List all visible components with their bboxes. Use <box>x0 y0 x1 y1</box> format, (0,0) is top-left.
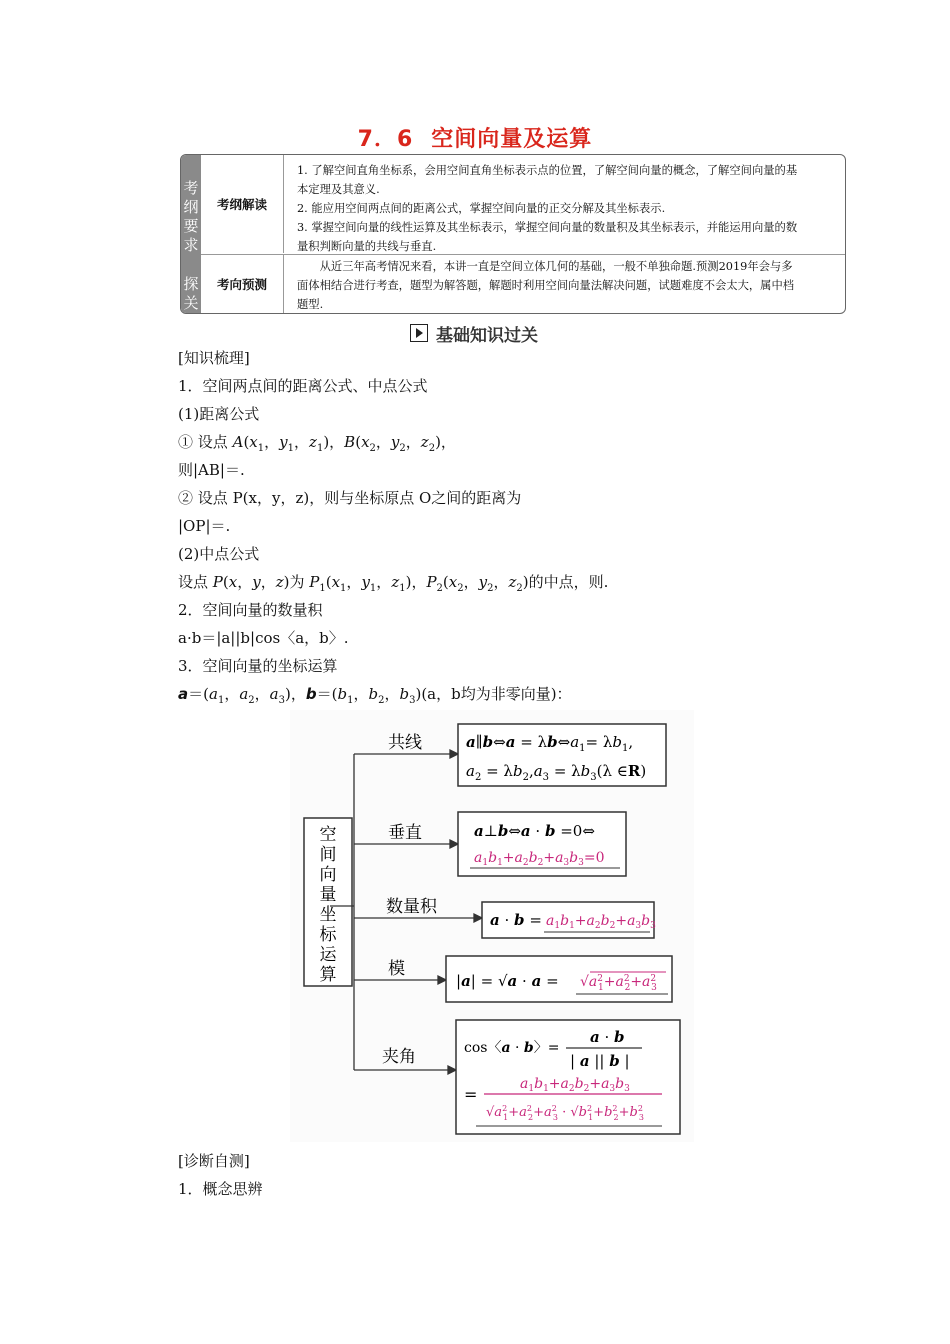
row-line: 2. 能应用空间两点间的距离公式，掌握空间向量的正交分解及其坐标表示. <box>297 202 666 215</box>
text: 设点 <box>197 433 228 451</box>
item-concept: 1．概念思辨 <box>178 1180 263 1198</box>
row-text <box>297 257 835 314</box>
row-label: 考纲解读 <box>201 155 284 253</box>
text: 设点 P(x，y，z)，则与坐标原点 O之间的距离为 <box>197 489 522 507</box>
text: (a，b均为非零向量)： <box>421 685 572 703</box>
root-char: 量 <box>319 885 337 905</box>
item-3: 3．空间向量的坐标运算 <box>178 657 338 675</box>
root-char: 空 <box>319 825 337 845</box>
coordinate-operation-diagram <box>290 710 694 1142</box>
item-2: 2．空间向量的数量积 <box>178 601 323 619</box>
branch-magnitude: 模 <box>388 959 405 979</box>
distance-op: |OP|＝. <box>178 517 231 535</box>
text: 的中点，则. <box>528 573 609 591</box>
section-banner <box>410 322 538 344</box>
exam-row-interpretation <box>201 155 845 253</box>
root-char: 算 <box>319 965 337 985</box>
side-char: 探 <box>183 275 199 293</box>
root-char: 向 <box>319 865 337 885</box>
distance-ab: 则|AB|＝. <box>178 461 245 479</box>
svg-text:=: = <box>464 1085 478 1104</box>
row-line: 1. 了解空间直角坐标系，会用空间直角坐标表示点的位置，了解空间向量的概念，了解空间向量的基 <box>297 164 798 177</box>
svg-text:a⊥b⇔a · b =0⇔: a⊥b⇔a · b =0⇔ <box>474 822 595 840</box>
dot-product-formula: a·b＝|a||b|cos〈a，b〉. <box>178 629 349 647</box>
svg-text:| a || b |: | a || b | <box>570 1052 630 1070</box>
point-p-line <box>178 487 521 508</box>
diagnosis-heading: [诊断自测] <box>178 1152 250 1170</box>
svg-text:a · b =: a · b = <box>490 911 542 929</box>
svg-text:a1b1+a2b2+a3b3=0: $a_1b_1+a_2b_2+a_3b_3=0$ <box>474 850 605 868</box>
sub-1: (1)距离公式 <box>178 405 260 423</box>
row-label: 考向预测 <box>201 255 284 313</box>
svg-text:a1b1+a2b2+a3b3: $a_1b_1+a_2b_2+a_3b_3$ <box>520 1076 630 1094</box>
branch-dot-product: 数量积 <box>386 897 437 917</box>
row-line: 题型. <box>297 298 324 311</box>
svg-text:a · b: a · b <box>590 1028 625 1046</box>
banner-title: 基础知识过关 <box>436 325 538 346</box>
sub-2: (2)中点公式 <box>178 545 260 563</box>
page-title <box>0 122 950 153</box>
row-line: 量积判断向量的共线与垂直. <box>297 240 437 253</box>
knowledge-heading: [知识梳理] <box>178 349 250 367</box>
side-char: 考 <box>183 179 199 197</box>
row-line: 3. 掌握空间向量的线性运算及其坐标表示，掌握空间向量的数量积及其坐标表示，并能运用向量的数 <box>297 221 798 234</box>
row-text <box>297 161 835 256</box>
branch-collinear: 共线 <box>388 733 422 753</box>
side-char: 关 <box>183 294 199 312</box>
side-char: 纲 <box>183 198 199 216</box>
side-char: 求 <box>183 236 199 254</box>
play-icon <box>410 324 428 342</box>
row-line: 本定理及其意义. <box>297 183 380 196</box>
root-char: 标 <box>319 925 337 945</box>
side-char: 要 <box>183 217 199 235</box>
svg-text:cos〈a · b〉=: cos〈a · b〉= <box>464 1040 560 1056</box>
exam-row-forecast <box>201 254 845 313</box>
svg-text:a1b1+a2b2+a3b3: $a_1b_1+a_2b_2+a_3b_3$ <box>546 913 656 931</box>
section-title: 空间向量及运算 <box>431 127 593 152</box>
coord-definition: $a=(a_1$，$a_2$，$a_3$)，$b=(b_1$，$b_2$，$b_3)(a$，b均为非零向量)： <box>178 685 572 706</box>
row-line: 面体相结合进行考查，题型为解答题，解题时利用空间向量法解决问题，试题难度不会太大，属中档 <box>297 279 795 292</box>
circle-num: ② <box>178 489 194 507</box>
exam-side-label <box>181 155 201 313</box>
root-char: 运 <box>319 945 337 965</box>
row-line: 从近三年高考情况来看，本讲一直是空间立体几何的基础，一般不单独命题.预测2019年会与多 <box>297 260 793 273</box>
svg-text:√a21+a22+a23: $√a^2$ $1+a^2$ $2+a^2$ 3 <box>580 974 657 993</box>
branch-labels <box>382 733 438 1067</box>
midpoint-line: 设点 P(x，y，z)为 $P_1(x_1$，$y_1$，$z_1$)，$P_2(x_2$，$y_2$，$z_2$)的中点，则. <box>178 573 609 594</box>
svg-text:a∥b⇔a = λb⇔a1= λb1,: a∥b⇔a = $\lambda b\Leftrightarrow a_1= \lambda b_1$, <box>466 733 634 754</box>
branch-perpendicular: 垂直 <box>388 823 422 843</box>
exam-requirements-box <box>180 154 846 314</box>
branch-angle: 夹角 <box>382 1047 416 1067</box>
point-ab-line: ① 设点 $A(x_1$，$y_1$，$z_1$)，$B(x_2$，$y_2$，$z_2$)， <box>178 433 456 454</box>
root-label <box>320 825 338 985</box>
section-number: 7．6 <box>357 127 414 152</box>
item-1: 1．空间两点间的距离公式、中点公式 <box>178 377 428 395</box>
svg-text:|a| = √a · a =: |a| = √a · a = <box>456 972 559 990</box>
root-char: 间 <box>319 845 337 865</box>
svg-text:√a21+a22+a23 · √b21+b22+b23: $√a^2$ $1+a^2$ $2+a^2$ $3 \cdot √b^2$ $1+b^2$ $2+b^2$ 3 <box>486 1104 645 1122</box>
circle-num: ① <box>178 433 194 451</box>
root-char: 坐 <box>319 905 337 925</box>
svg-text:a2 = λb2,a3 = λb3(λ ∈R): $a_2 = \lambda b_2,a_3 = \lambda b_3(\lambda$ ∈R) <box>466 762 647 783</box>
